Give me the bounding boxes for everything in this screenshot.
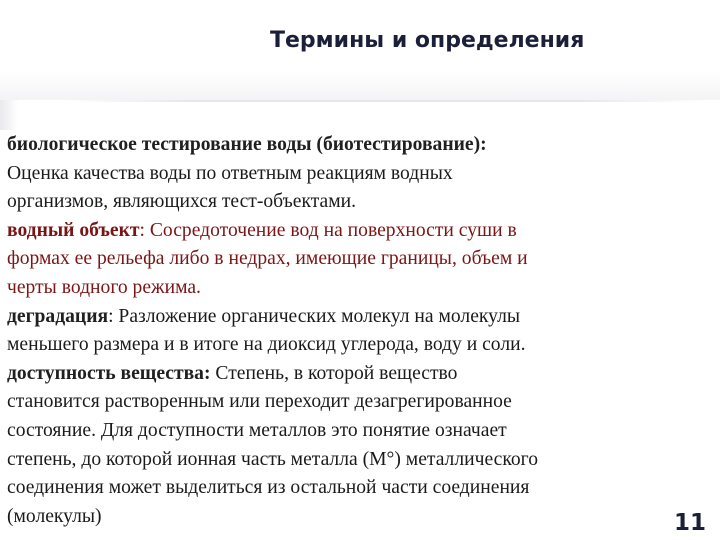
definition-text-line: организмов, являющихся тест-объектами. [7,191,357,213]
definition-term-line [7,360,677,389]
definition-text-line: степень, до которой ионная часть металла (М°) металлического [7,448,539,470]
term-degradation: деградация [7,305,109,327]
definition-text: : Разложение органических молекул на молекулы [108,305,521,327]
definition-text-line: формах ее рельефа либо в недрах, имеющие границы, объем и [7,248,528,270]
definition-text: : Сосредоточение вод на поверхности суши в [139,219,517,241]
definition-term-line [7,131,677,160]
term-substance-availability: доступность вещества: [7,362,211,384]
title-divider [65,100,705,102]
definition-text-line: Оценка качества воды по ответным реакциям водных [7,162,453,184]
page-number: 11 [673,510,706,536]
definition-text-line: соединения может выделиться из остальной части соединения [7,477,530,499]
definition-text-line: черты водного режима. [7,276,201,298]
slide-title: Термины и определения [270,28,585,53]
definition-term-line [7,217,677,246]
definition-text-line: состояние. Для доступности металлов это понятие означает [7,419,507,441]
definition-text-line: становится растворенным или переходит дезагрегированное [7,391,512,413]
term-biotesting: биологическое тестирование воды (биотестирование): [7,134,487,155]
definition-term-line [7,303,677,332]
definition-text: Степень, в которой вещество [210,362,458,384]
definition-text-line: меньшего размера и в итоге на диоксид углерода, воду и соли. [7,334,526,356]
definition-text-line: (молекулы) [7,505,102,527]
definitions-body [7,131,677,531]
term-water-body: водный объект [7,219,140,241]
